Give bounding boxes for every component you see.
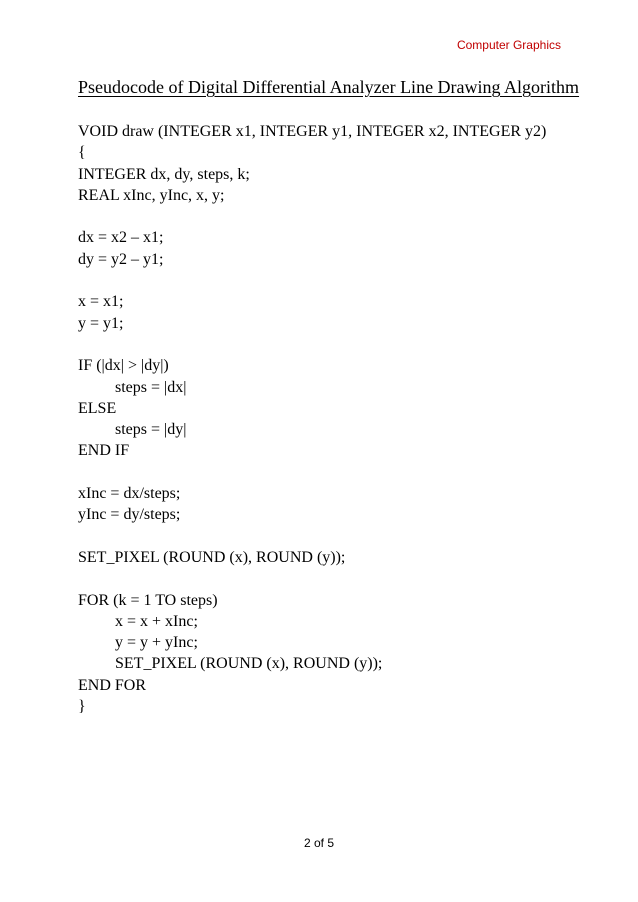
code-line: {	[78, 144, 86, 162]
blank-line	[78, 568, 546, 589]
blank-line	[78, 334, 546, 355]
code-line: x = x1;	[78, 293, 124, 311]
page-title: Pseudocode of Digital Differential Analyzer Line Drawing Algorithm	[78, 77, 580, 97]
code-line: SET_PIXEL (ROUND (x), ROUND (y));	[115, 655, 383, 673]
code-line: SET_PIXEL (ROUND (x), ROUND (y));	[78, 548, 346, 566]
code-line: dy = y2 – y1;	[78, 250, 164, 268]
code-line: IF (|dx| > |dy|)	[78, 357, 169, 375]
page-number: 2 of 5	[303, 836, 335, 850]
code-line: xInc = dx/steps;	[78, 485, 181, 503]
code-line: }	[78, 698, 86, 716]
code-line: INTEGER dx, dy, steps, k;	[78, 165, 250, 183]
code-line: yInc = dy/steps;	[78, 506, 181, 524]
blank-line	[78, 462, 546, 483]
code-line: VOID draw (INTEGER x1, INTEGER y1, INTEGER x2, INTEGER y2)	[78, 123, 547, 140]
code-line: FOR (k = 1 TO steps)	[78, 591, 218, 609]
code-line: steps = |dx|	[115, 378, 187, 396]
blank-line	[78, 270, 546, 291]
code-line: REAL xInc, yInc, x, y;	[78, 186, 225, 204]
code-line: END IF	[78, 442, 130, 460]
code-line: ELSE	[78, 399, 117, 417]
code-line: dx = x2 – x1;	[78, 229, 164, 247]
code-line: y = y1;	[78, 314, 124, 332]
code-line: x = x + xInc;	[115, 612, 198, 630]
code-line: END FOR	[78, 676, 147, 694]
blank-line	[78, 206, 546, 227]
running-header: Computer Graphics	[456, 38, 561, 52]
pseudocode-block	[78, 121, 546, 717]
code-line: y = y + yInc;	[115, 634, 198, 652]
code-line: steps = |dy|	[115, 421, 187, 439]
blank-line	[78, 526, 546, 547]
